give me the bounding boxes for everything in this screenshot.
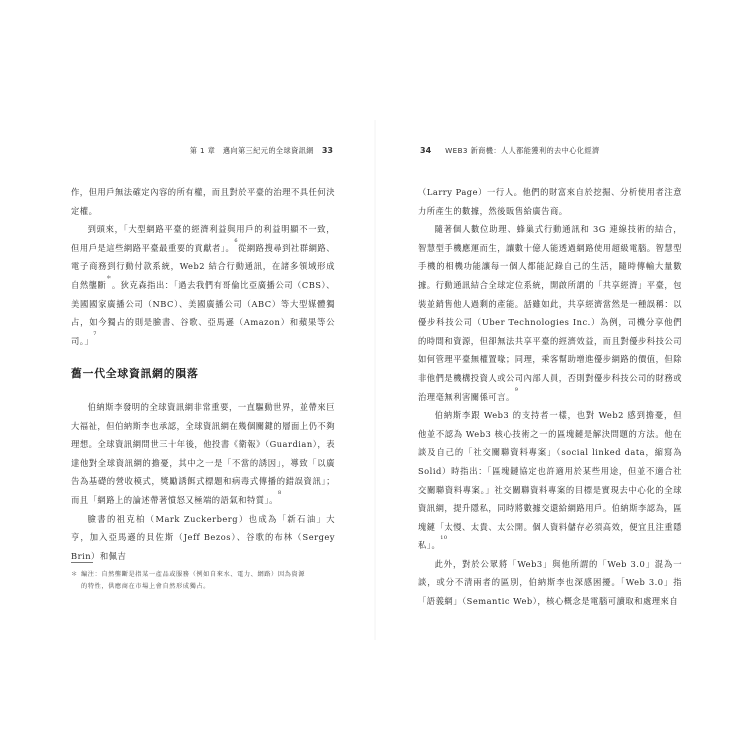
left-body-text-bottom <box>71 398 335 565</box>
paragraph: 臉書的祖克柏（Mark Zuckerberg）也成為「新石油」大亨，加入亞馬遜的貝佐斯（Jeff Bezos）、谷歌的布林（Sergey Brin）和佩吉 <box>71 513 335 561</box>
paragraph: 伯納斯李發明的全球資訊網非常重要，一直驅動世界，並帶來巨大福祉，但伯納斯李也承認，全球資訊網在幾個關鍵的層面上仍不夠理想。全球資訊網問世三十年後，他投書《衛報》（Guardian），表達他對全球資訊網的擔憂，其中之一是「不當的誘因」，導致「以廣告為基礎的營收模式，獎勵誘餌式標題和病毒式傳播的錯誤資訊」；而且「網路上的論述帶著憤怒又極端的語氣和特質」。$^8$ <box>71 402 335 505</box>
footnote <box>71 569 339 593</box>
endnote-mark: 8 <box>277 489 282 496</box>
paragraph: 伯納斯李跟 Web3 的支持者一樣，也對 Web2 感到擔憂，但他並不認為 Web3 核心技術之一的區塊鏈是解決問題的方法。他在談及自己的「社交關聯資料專案」（social linked data，縮寫為 Solid）時指出：「區塊鏈協定也許適用於某些用途，但並不適合社交關聯資料專案。」社交關聯資料專案的目標是實現去中心化的全球資訊網，提升隱私，同時將數據交還給網路用戶。伯納斯李認為，區塊鏈「太慢、太貴、太公開。個人資料儲存必須高效，便宜且注重隱私」。$^{10}$ <box>418 410 682 551</box>
endnote-mark: 7 <box>93 330 97 337</box>
footnote-mark: ＊ <box>106 274 112 281</box>
paragraph: （Larry Page）一行人。他們的財富來自於挖掘、分析使用者注意力所產生的數據，然後販售給廣告商。 <box>418 187 682 216</box>
paragraph: 作，但用戶無法確定內容的所有權，而且對於平臺的治理不具任何決定權。 <box>71 187 335 216</box>
left-running-head <box>190 146 333 156</box>
footnote-line: 編注：自然壟斷是指某一產品或服務（例如自來水、電力、網路）因為資源 <box>81 571 305 578</box>
footnote-divider <box>71 562 93 563</box>
paragraph: 隨著個人數位助理、蜂巢式行動通訊和 3G 連線技術的結合，智慧型手機應運而生，讓數十億人能透過網路使用超級電腦。智慧型手機的相機功能讓每一個人都能記錄自己的生活，隨時傳輸大量數據。行動通訊結合全球定位系統，開啟所謂的「共享經濟」平臺，包裝並銷售他人過剩的產能。話雖如此，共享經濟當然是一種誤稱：以優步科技公司（Uber Technologies Inc.）為例，司機分享他們的時間和資源，但卻無法共享平臺的經濟效益，而且對優步科技公司如何管理平臺無權置喙；同理，乘客幫助增進優步網路的價值，但除非他們是機構投資人或公司內部人員，否則對優步科技公司的財務或治理毫無利害關係可言。$^9$ <box>418 224 682 402</box>
section-heading: 舊一代全球資訊網的隕落 <box>71 367 199 380</box>
right-page <box>375 0 750 750</box>
endnote-mark: 6 <box>234 237 239 244</box>
paragraph: 此外，對於公眾將「Web3」與他所謂的「Web 3.0」混為一談，或分不清兩者的區別，伯納斯李也深感困擾。「Web 3.0」指「語義網」（Semantic Web），核心概念是電腦可讀取和處理來自 <box>418 558 682 607</box>
left-body-text-top <box>71 183 335 350</box>
left-chapter-title: 第 1 章 邁向第三紀元的全球資訊網 <box>189 146 314 155</box>
right-book-title: WEB3 新商機：人人都能獲利的去中心化經濟 <box>445 146 600 155</box>
right-body-text <box>418 183 682 611</box>
left-page-number: 33 <box>321 146 333 155</box>
footnote-mark: ＊ <box>71 571 78 578</box>
right-running-head <box>420 146 600 156</box>
footnote-line: 的特性，供應商在市場上會自然形成獨占。 <box>81 583 210 590</box>
endnote-mark: 9 <box>514 386 519 393</box>
right-page-number: 34 <box>420 146 432 155</box>
endnote-mark: 10 <box>440 535 448 542</box>
paragraph: 到頭來，「大型網路平臺的經濟利益與用戶的利益明顯不一致，但用戶是這些網路平臺最重要的貢獻者」。$^6$從網路搜尋到社群網路、電子商務到行動付款系統，Web2 結合行動通訊，在諸多領域形成自然壟斷＊。狄克森指出：「過去我們有哥倫比亞廣播公司（CBS）、美國國家廣播公司（NBC）、美國廣播公司（ABC）等大型媒體獨占，如今獨占的則是臉書、谷歌、亞馬遜（Amazon）和蘋果等公司。」$^7$ <box>71 224 335 346</box>
